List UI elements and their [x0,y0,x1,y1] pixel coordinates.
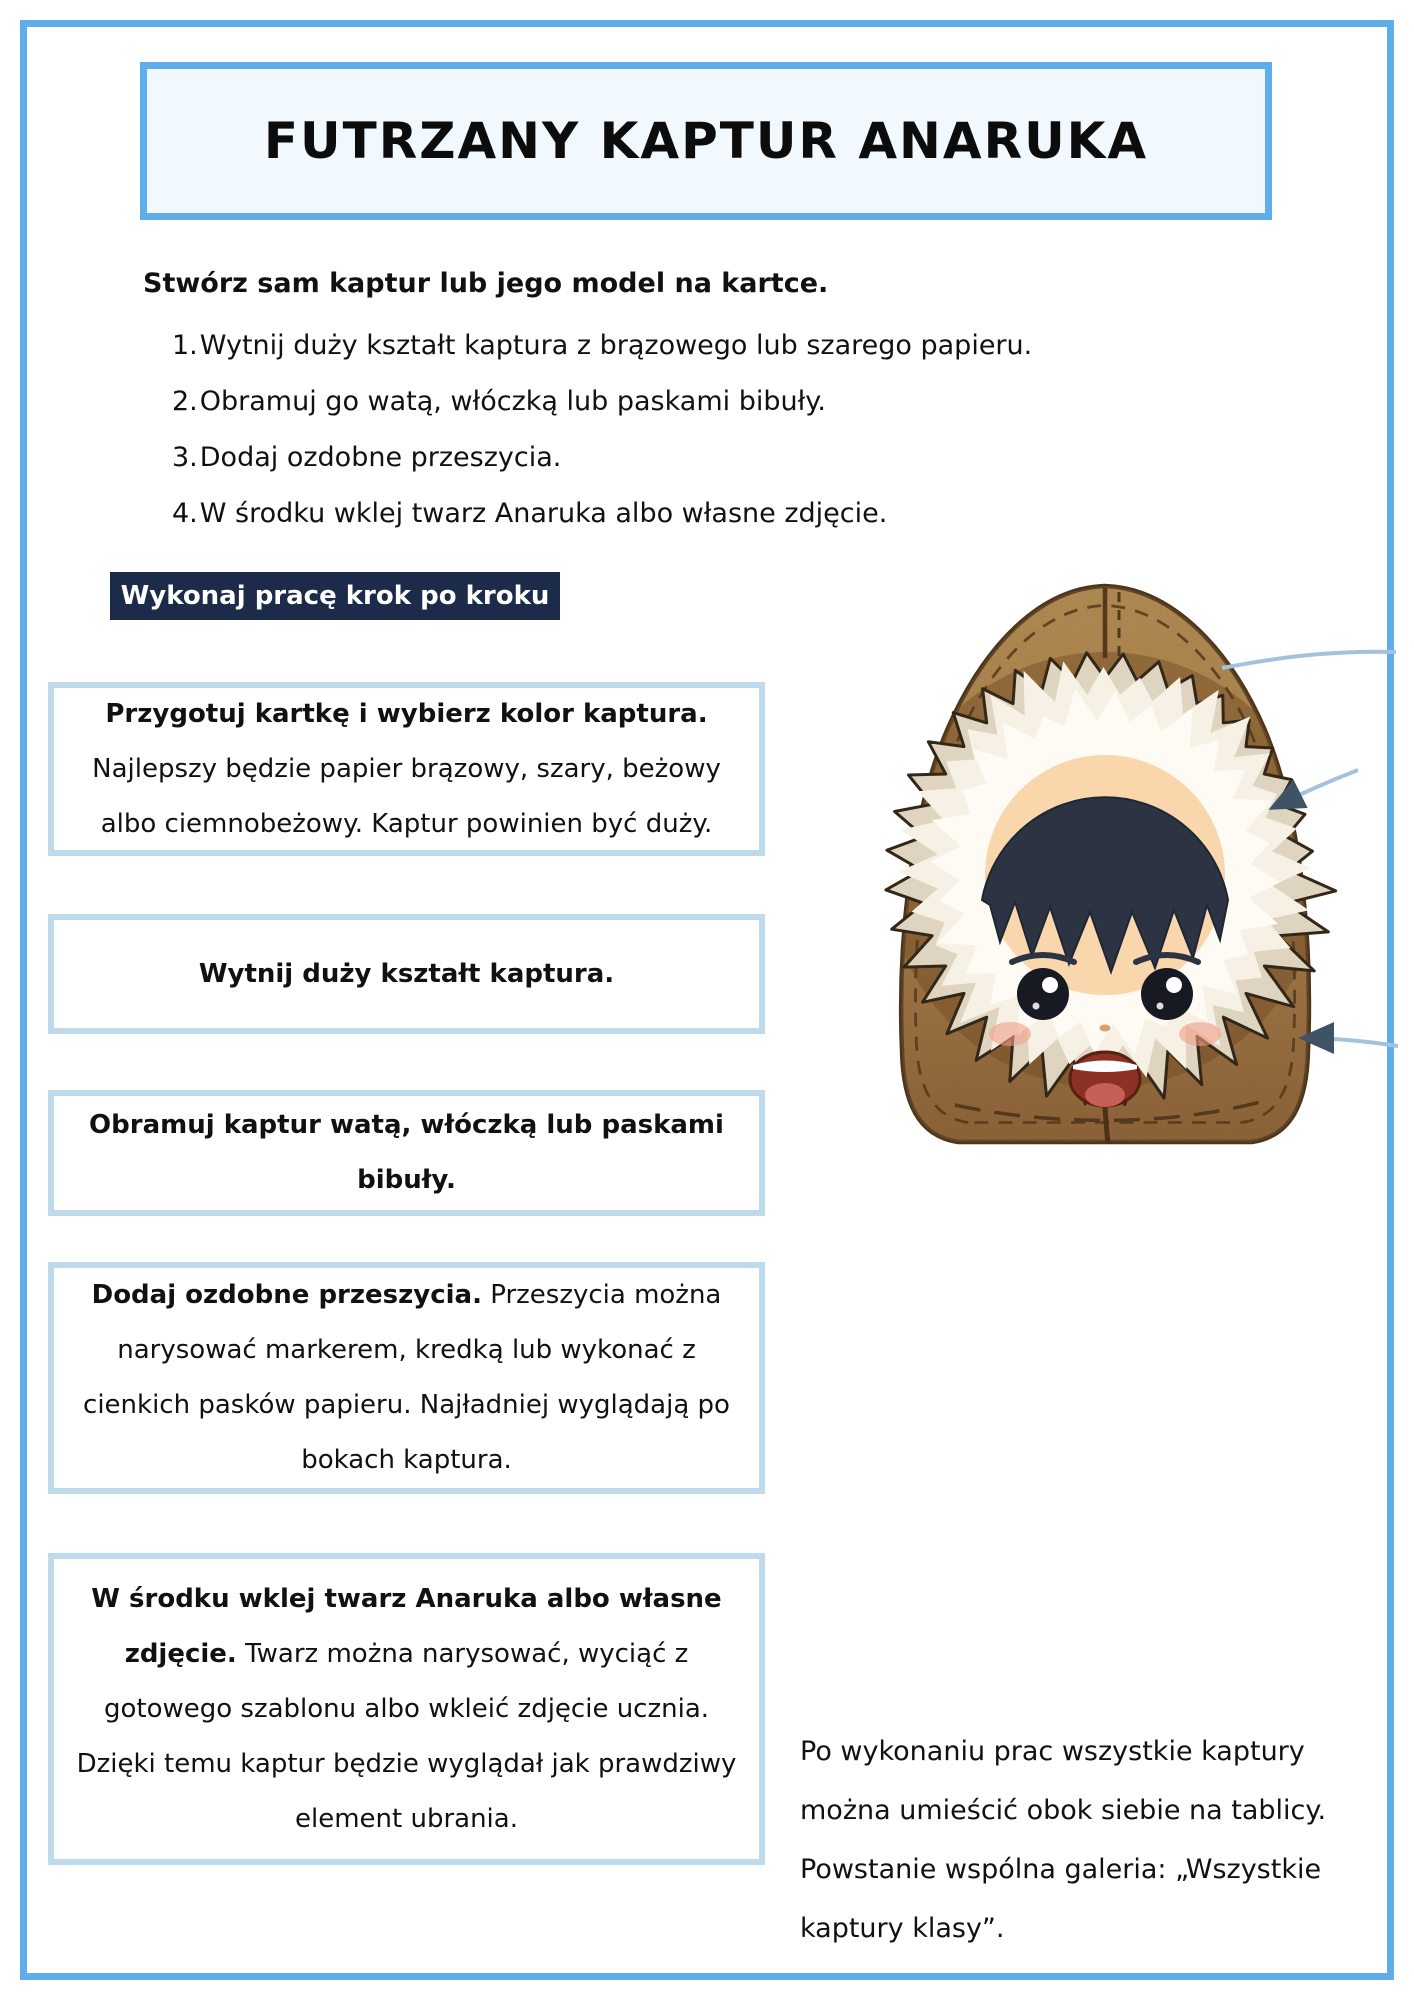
open-mouth [1070,1052,1140,1107]
right-eye-glint [1157,1003,1164,1010]
intro-step-2 [172,382,1032,438]
step-box-4 [48,1262,765,1494]
intro-step-1 [172,326,1032,382]
title-box [140,62,1272,220]
step-box-1-lead: Przygotuj kartkę i wybierz kolor kaptura. [105,698,708,729]
step-box-3-text [68,1098,745,1208]
step-box-3-lead: Obramuj kaptur watą, włóczką lub paskami bibuły. [89,1110,724,1195]
left-blush [989,1022,1031,1046]
step-box-4-text [68,1268,745,1488]
intro-step-number: 1. [172,330,198,361]
step-box-1 [48,682,765,856]
step-box-2 [48,914,765,1034]
step-box-4-rest: Przeszycia można narysować markerem, kredką lub wykonać z cienkich pasków papieru. Najładniej wyglądają po bokach kaptura. [83,1280,730,1475]
intro-step-4 [172,494,1032,550]
intro-step-number: 2. [172,386,198,417]
right-blush [1179,1022,1221,1046]
step-box-2-lead: Wytnij duży kształt kaptura. [198,958,615,989]
section-banner [110,572,560,620]
right-eye-highlight [1166,977,1182,993]
left-eye-glint [1033,1003,1040,1010]
step-box-1-rest: Najlepszy będzie papier brązowy, szary, beżowy albo ciemnobeżowy. Kaptur powinien być duży. [92,753,721,839]
right-eye [1141,968,1193,1020]
leader-line-icon [1222,652,1396,668]
step-box-2-text [199,947,614,1002]
page-title: FUTRZANY KAPTUR ANARUKA [263,112,1149,170]
intro-step-text: Wytnij duży kształt kaptura z brązowego lub szarego papieru. [199,330,1033,361]
intro-list [172,326,1032,550]
intro-step-text: Obramuj go watą, włóczką lub paskami bibuły. [199,386,826,417]
anaruk-hood-illustration [860,560,1400,1160]
step-box-3 [48,1090,765,1216]
step-box-1-text [68,687,745,852]
step-box-4-lead: Dodaj ozdobne przeszycia. [91,1280,482,1310]
step-box-5-text [68,1572,745,1847]
outro-paragraph: Po wykonaniu prac wszystkie kaptury można umieścić obok siebie na tablicy. Powstanie wspólna galeria: „Wszystkie kaptury klasy”. [800,1736,1327,1944]
intro-heading: Stwórz sam kaptur lub jego model na kartce. [143,268,829,299]
section-banner-label: Wykonaj pracę krok po kroku [120,581,550,611]
step-box-5 [48,1553,765,1865]
intro-step-number: 4. [172,498,198,529]
step-box-5-rest: Twarz można narysować, wyciąć z gotowego szablonu albo wkleić zdjęcie ucznia. Dzięki temu kaptur będzie wyglądał jak prawdziwy element ubrania. [76,1638,737,1834]
left-eye [1017,968,1069,1020]
step-box-5-lead: W środku wklej twarz Anaruka albo własne zdjęcie. [91,1583,722,1669]
intro-step-number: 3. [172,442,198,473]
arrow-to-hood-icon [1302,1038,1398,1046]
intro-step-3 [172,438,1032,494]
left-eye-highlight [1042,977,1058,993]
nose [1100,1025,1111,1032]
intro-step-text: W środku wklej twarz Anaruka albo własne zdjęcie. [199,498,888,529]
intro-step-text: Dodaj ozdobne przeszycia. [199,442,562,473]
